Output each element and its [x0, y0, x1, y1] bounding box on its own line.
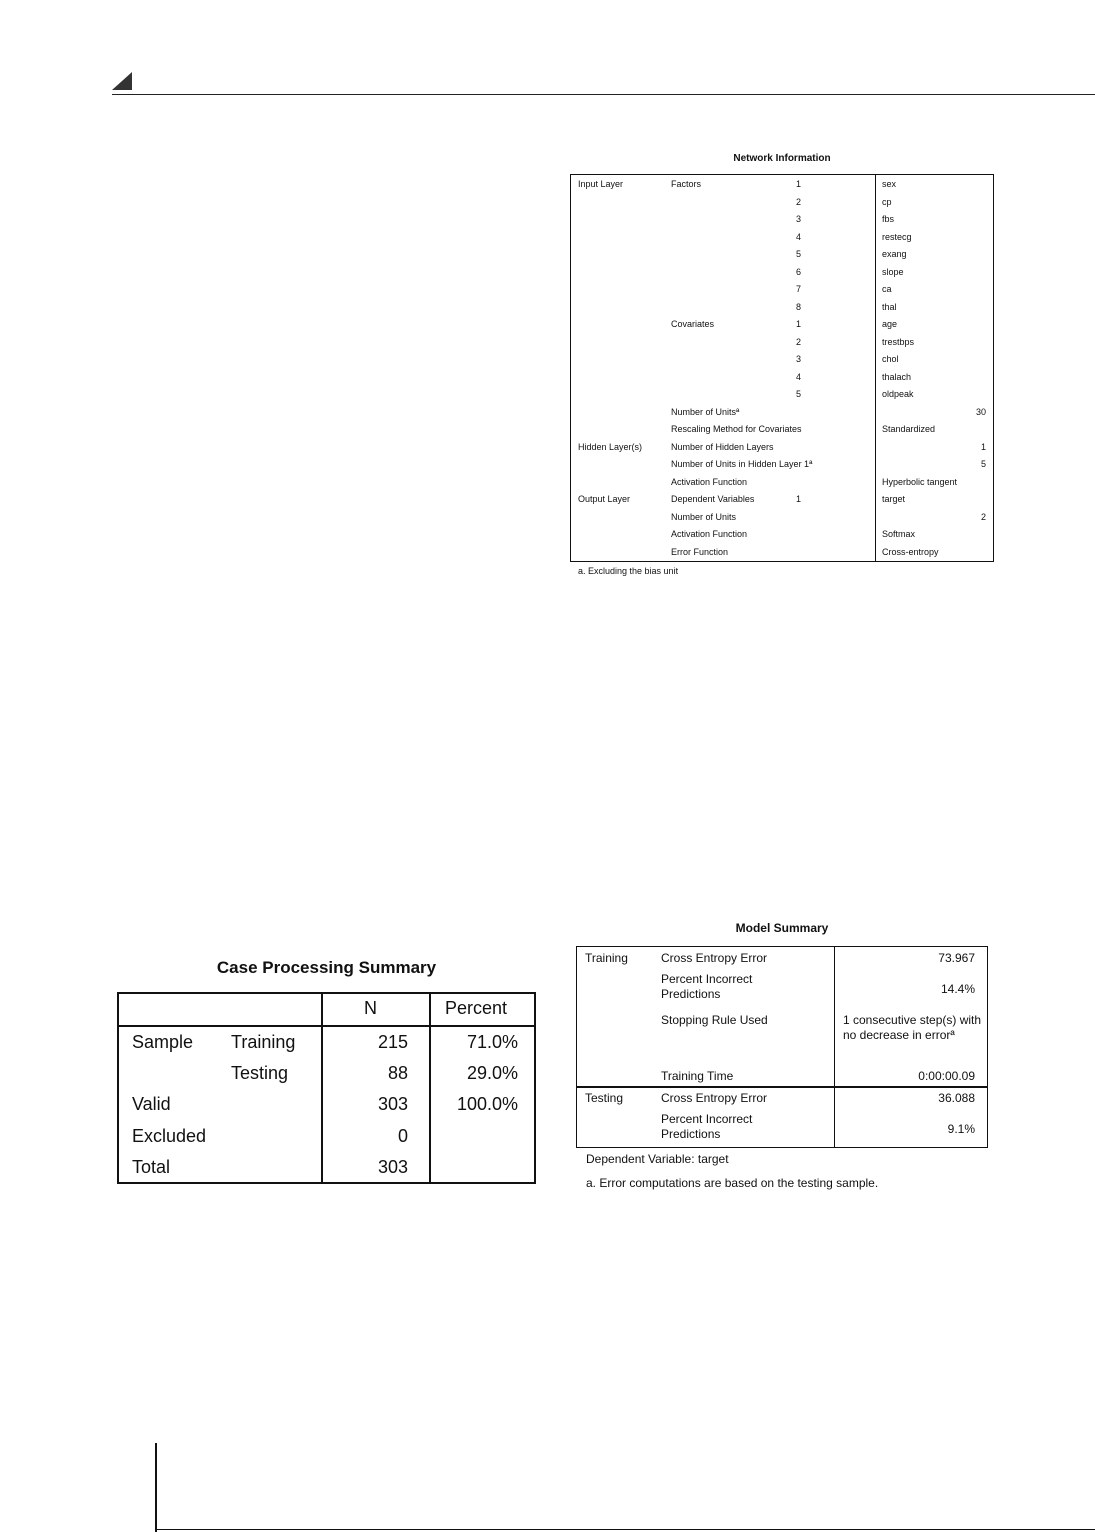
train-time-value: 0:00:00.09	[918, 1069, 975, 1083]
table-row	[571, 177, 993, 194]
row-number: 30	[975, 406, 986, 417]
table-divider	[429, 994, 431, 1182]
row-item-label: Number of Hidden Layers	[671, 441, 774, 452]
train-stop-value: 1 consecutive step(s) with no decrease in errorª	[843, 1013, 982, 1042]
row-item-label: Number of Units	[671, 511, 737, 522]
footer-rule	[155, 1443, 157, 1532]
row-value: restecg	[882, 231, 912, 242]
row-index: 6	[795, 266, 801, 277]
table-row	[571, 492, 993, 509]
test-pip-value: 9.1%	[947, 1122, 975, 1136]
row-index: 3	[795, 214, 801, 224]
time-label: Training Time	[661, 1069, 734, 1083]
case-processing-table	[117, 992, 536, 1184]
row-value: cp	[882, 196, 892, 207]
row-number: 5	[980, 459, 986, 469]
network-information-table	[570, 174, 994, 562]
training-label: Training	[585, 951, 628, 965]
table-row	[571, 352, 993, 369]
case-row-label: Testing	[231, 1063, 289, 1083]
table-divider	[577, 1086, 987, 1088]
row-value: slope	[882, 266, 904, 277]
row-value: Softmax	[882, 529, 916, 539]
table-row	[571, 440, 993, 457]
row-index: 1	[795, 319, 801, 329]
row-value: trestbps	[882, 336, 915, 347]
case-row-percent: 71.0%	[466, 1032, 518, 1052]
row-value: oldpeak	[882, 389, 914, 399]
row-index: 2	[795, 196, 801, 207]
case-row-percent: 100.0%	[456, 1094, 518, 1114]
network-information-title: Network Information	[733, 153, 831, 164]
network-information-footnote: a. Excluding the bias unit	[578, 566, 679, 576]
table-row	[571, 282, 993, 299]
model-summary-table	[576, 946, 988, 1148]
row-layer-label: Output Layer	[578, 494, 631, 504]
model-summary-title: Model Summary	[735, 921, 829, 935]
row-index: 1	[795, 179, 801, 189]
table-row	[571, 247, 993, 264]
row-value: Cross-entropy	[882, 546, 939, 557]
row-value: target	[882, 494, 906, 504]
table-row	[571, 405, 993, 422]
table-row	[571, 457, 993, 474]
case-row-label: Total	[132, 1157, 171, 1177]
table-row	[571, 335, 993, 352]
row-item-label: Error Function	[671, 546, 729, 557]
case-row-label: Valid	[132, 1094, 171, 1114]
row-index: 2	[795, 336, 801, 347]
table-row	[571, 212, 993, 229]
row-value: thal	[882, 301, 897, 312]
table-row	[571, 265, 993, 282]
row-index: 8	[795, 301, 801, 312]
table-row	[571, 300, 993, 317]
testing-label: Testing	[585, 1091, 624, 1105]
column-header-percent: Percent	[445, 998, 508, 1018]
row-item-label: Dependent Variables	[671, 494, 755, 504]
cee-label: Cross Entropy Error	[661, 951, 768, 965]
table-row	[571, 510, 993, 527]
row-layer-label: Hidden Layer(s)	[578, 441, 643, 452]
case-row-n: 303	[377, 1094, 408, 1114]
row-item-label: Number of Unitsª	[671, 406, 740, 417]
sample-label: Sample	[132, 1032, 194, 1052]
row-item-label: Activation Function	[671, 476, 748, 487]
table-row	[571, 230, 993, 247]
stop-label: Stopping Rule Used	[661, 1013, 768, 1027]
test-cee-label: Cross Entropy Error	[661, 1091, 768, 1105]
row-value: thalach	[882, 371, 912, 382]
table-row	[571, 370, 993, 387]
footer-baseline	[155, 1529, 1095, 1530]
table-row	[571, 387, 993, 404]
table-row	[571, 527, 993, 544]
row-layer-label: Input Layer	[578, 179, 624, 189]
table-divider	[834, 947, 835, 1147]
table-row	[571, 422, 993, 439]
row-value: exang	[882, 249, 907, 259]
table-divider	[119, 1025, 534, 1027]
row-value: age	[882, 319, 898, 329]
row-number: 1	[980, 441, 986, 452]
table-divider	[321, 994, 323, 1182]
case-row-n: 88	[387, 1063, 408, 1083]
test-cee-value: 36.088	[938, 1091, 975, 1105]
case-row-n: 303	[377, 1157, 408, 1177]
row-index: 5	[795, 389, 801, 399]
row-value: sex	[882, 179, 897, 189]
table-row	[571, 545, 993, 562]
row-index: 3	[795, 354, 801, 364]
model-summary-dependent-note: Dependent Variable: target	[586, 1152, 729, 1166]
row-item-label: Activation Function	[671, 529, 748, 539]
row-index: 1	[795, 494, 801, 504]
row-value: chol	[882, 354, 899, 364]
row-item-label: Rescaling Method for Covariates	[671, 424, 802, 434]
case-row-label: Excluded	[132, 1126, 207, 1146]
case-row-n: 0	[397, 1126, 408, 1146]
row-item-label: Number of Units in Hidden Layer 1ª	[671, 459, 813, 469]
header-rule	[112, 94, 1095, 95]
column-header-n: N	[364, 998, 377, 1018]
row-value: Hyperbolic tangent	[882, 476, 958, 487]
pip-label: Percent Incorrect Predictions	[661, 972, 753, 1001]
row-number: 2	[980, 511, 986, 522]
row-item-label: Covariates	[671, 319, 715, 329]
case-row-percent: 29.0%	[466, 1063, 518, 1083]
train-pip-value: 14.4%	[940, 982, 975, 996]
case-row-label: Training	[231, 1032, 296, 1052]
train-cee-value: 73.967	[938, 951, 975, 965]
row-index: 5	[795, 249, 801, 259]
model-summary-footnote: a. Error computations are based on the testing sample.	[586, 1176, 879, 1190]
row-value: ca	[882, 284, 892, 294]
table-row	[571, 475, 993, 492]
corner-triangle-icon	[112, 72, 132, 90]
table-row	[571, 317, 993, 334]
row-index: 7	[795, 284, 801, 294]
row-value: fbs	[882, 214, 895, 224]
row-item-label: Factors	[671, 179, 702, 189]
row-index: 4	[795, 231, 801, 242]
case-processing-title: Case Processing Summary	[216, 958, 437, 977]
case-row-n: 215	[377, 1032, 408, 1052]
row-index: 4	[795, 371, 801, 382]
row-value: Standardized	[882, 424, 936, 434]
test-pip-label: Percent Incorrect Predictions	[661, 1112, 753, 1141]
table-row	[571, 195, 993, 212]
